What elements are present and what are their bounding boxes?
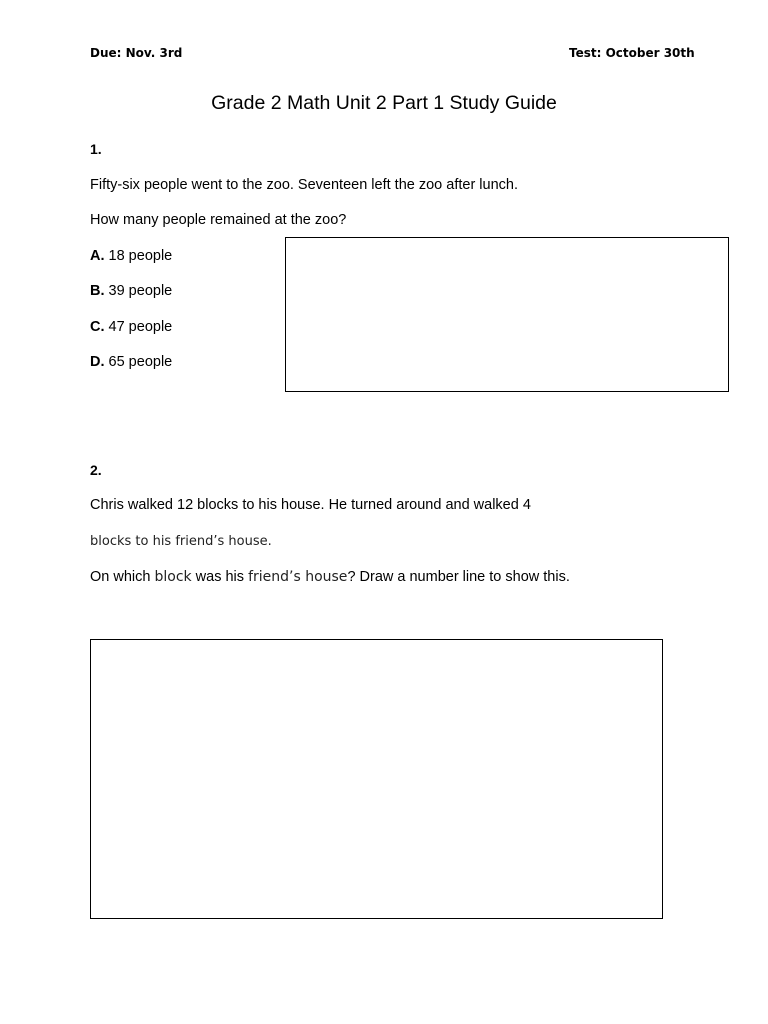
question-1-text-line-2: How many people remained at the zoo? xyxy=(90,212,347,228)
option-a xyxy=(90,248,172,264)
question-1-number: 1. xyxy=(90,141,102,157)
option-b xyxy=(90,283,172,299)
page-title: Grade 2 Math Unit 2 Part 1 Study Guide xyxy=(211,92,557,114)
option-a-letter: A. xyxy=(90,248,105,264)
question-2-text-line-1: Chris walked 12 blocks to his house. He turned around and walked 4 xyxy=(90,497,531,513)
option-c xyxy=(90,319,172,335)
question-2-line-3-part-2: block xyxy=(154,569,192,585)
question-2-number-line-box xyxy=(90,639,663,919)
option-d xyxy=(90,354,172,370)
option-c-letter: C. xyxy=(90,319,105,335)
question-2-line-3-part-5: ? Draw a number line to show this. xyxy=(347,569,570,585)
option-b-letter: B. xyxy=(90,283,105,299)
question-2-text-line-3 xyxy=(90,569,570,585)
question-1-text-line-1: Fifty-six people went to the zoo. Seventeen left the zoo after lunch. xyxy=(90,177,518,193)
option-a-text: 18 people xyxy=(104,248,173,264)
question-2-text-line-2: blocks to his friend’s house. xyxy=(90,534,272,549)
due-date: Due: Nov. 3rd xyxy=(90,46,183,60)
question-1-work-box xyxy=(285,237,729,392)
question-2-line-3-part-1: On which xyxy=(90,569,155,585)
option-b-text: 39 people xyxy=(104,283,173,299)
option-d-text: 65 people xyxy=(104,354,173,370)
test-date: Test: October 30th xyxy=(569,46,695,60)
option-d-letter: D. xyxy=(90,354,105,370)
question-2-line-3-part-4: friend’s house xyxy=(248,569,348,585)
question-2-number: 2. xyxy=(90,462,102,478)
option-c-text: 47 people xyxy=(104,319,173,335)
question-2-line-3-part-3: was his xyxy=(191,569,249,585)
